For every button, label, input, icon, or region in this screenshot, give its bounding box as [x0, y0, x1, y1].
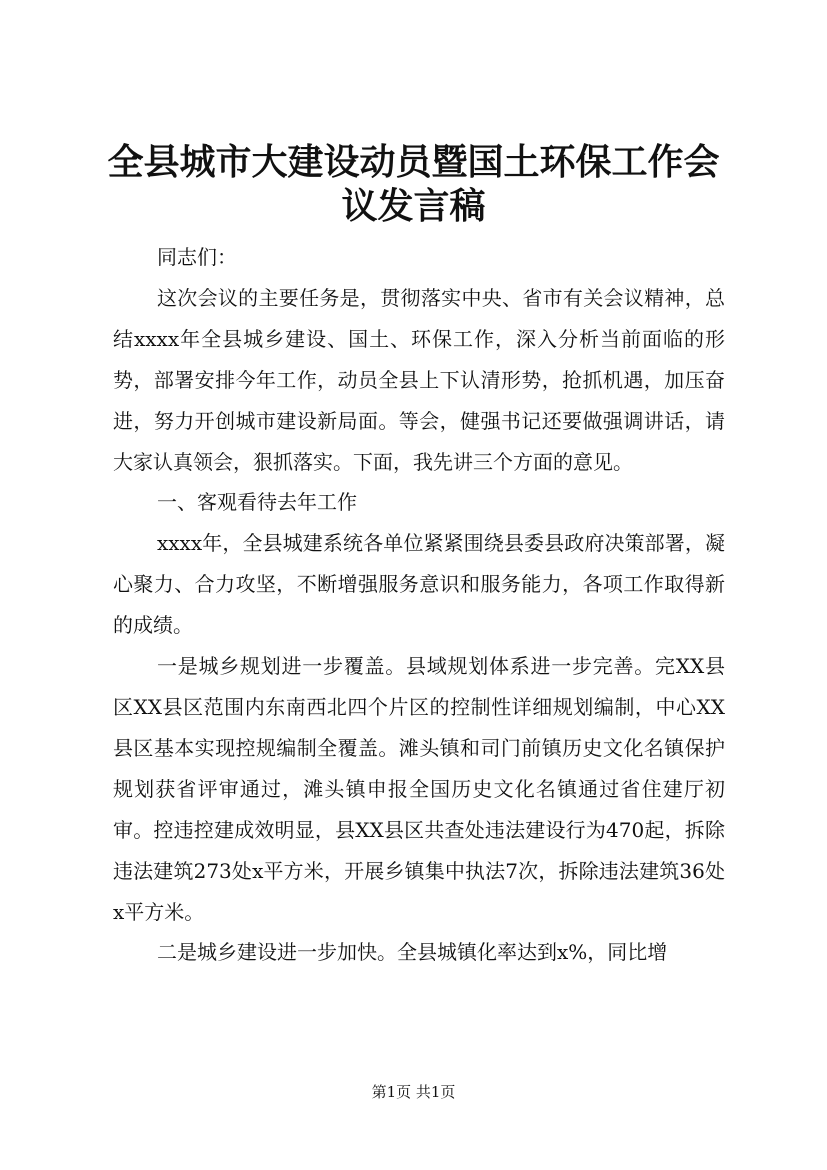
paragraph-salutation: 同志们： — [157, 245, 237, 269]
document-body — [113, 237, 725, 973]
paragraph-overview: xxxx年，全县城建系统各单位紧紧围绕县委县政府决策部署，凝心聚力、合力攻坚，不断增强服务意识和服务能力，各项工作取得新的成绩。 — [113, 531, 725, 638]
paragraph-construction: 二是城乡建设进一步加快。全县城镇化率达到x%，同比增 — [157, 940, 668, 965]
section-heading-1: 一、客观看待去年工作 — [157, 490, 357, 515]
page-footer: 第1页 共1页 — [371, 1083, 456, 1101]
paragraph-intro: 这次会议的主要任务是，贯彻落实中央、省市有关会议精神，总结xxxx年全县城乡建设、国土、环保工作，深入分析当前面临的形势，部署安排今年工作，动员全县上下认清形势，抢抓机遇，加压奋进，努力开创城市建设新局面。等会，健强书记还要做强调讲话，请大家认真领会，狠抓落实。下面，我先讲三个方面的意见。 — [113, 285, 725, 474]
document-title: 全县城市大建设动员暨国土环保工作会议发言稿 — [107, 141, 720, 227]
paragraph-planning: 一是城乡规划进一步覆盖。县域规划体系进一步完善。完XX县区XX县区范围内东南西北四个片区的控制性详细规划编制，中心XX县区基本实现控规编制全覆盖。滩头镇和司门前镇历史文化名镇保护规划获省评审通过，滩头镇申报全国历史文化名镇通过省住建厅初审。控违控建成效明显，县XX县区共查处违法建设行为470起，拆除违法建筑273处x平方米，开展乡镇集中执法7次，拆除违法建筑36处x平方米。 — [113, 654, 725, 924]
